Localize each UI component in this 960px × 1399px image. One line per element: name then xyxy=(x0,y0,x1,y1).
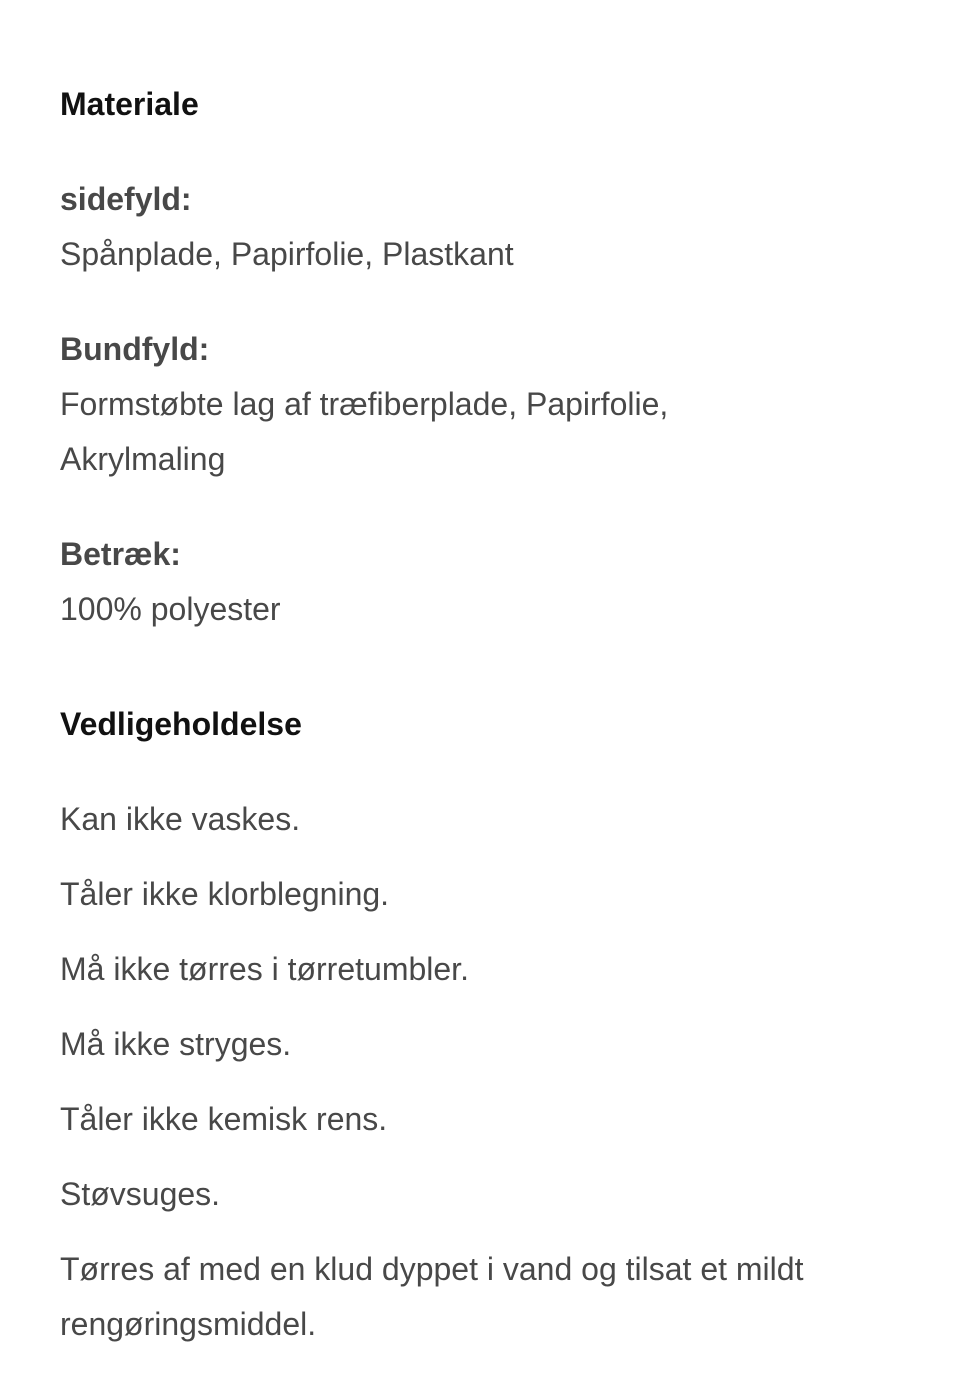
material-item xyxy=(60,322,900,487)
material-value: 100% polyester xyxy=(60,591,281,627)
care-instruction: Tåler ikke kemisk rens. xyxy=(60,1101,388,1137)
care-instruction: Støvsuges. xyxy=(60,1176,221,1212)
care-instruction: Tåler ikke klorblegning. xyxy=(60,876,390,912)
material-value: Spånplade, Papirfolie, Plastkant xyxy=(60,236,514,272)
care-instructions xyxy=(60,792,900,1352)
care-heading: Vedligeholdelse xyxy=(60,706,302,742)
care-instruction: Kan ikke vaskes. xyxy=(60,801,301,837)
material-heading: Materiale xyxy=(60,86,199,122)
material-section xyxy=(60,77,900,637)
material-label: Betræk: xyxy=(60,536,181,572)
care-instruction: Tørres af med en klud dyppet i vand og tilsat et mildt rengøringsmiddel. xyxy=(60,1251,804,1342)
care-section xyxy=(60,697,900,1352)
material-label: sidefyld: xyxy=(60,181,192,217)
material-label: Bundfyld: xyxy=(60,331,210,367)
material-value: Formstøbte lag af træfiberplade, Papirfolie, Akrylmaling xyxy=(60,386,669,477)
material-item xyxy=(60,172,900,282)
care-instruction: Må ikke stryges. xyxy=(60,1026,292,1062)
care-instruction: Må ikke tørres i tørretumbler. xyxy=(60,951,469,987)
material-item xyxy=(60,527,900,637)
